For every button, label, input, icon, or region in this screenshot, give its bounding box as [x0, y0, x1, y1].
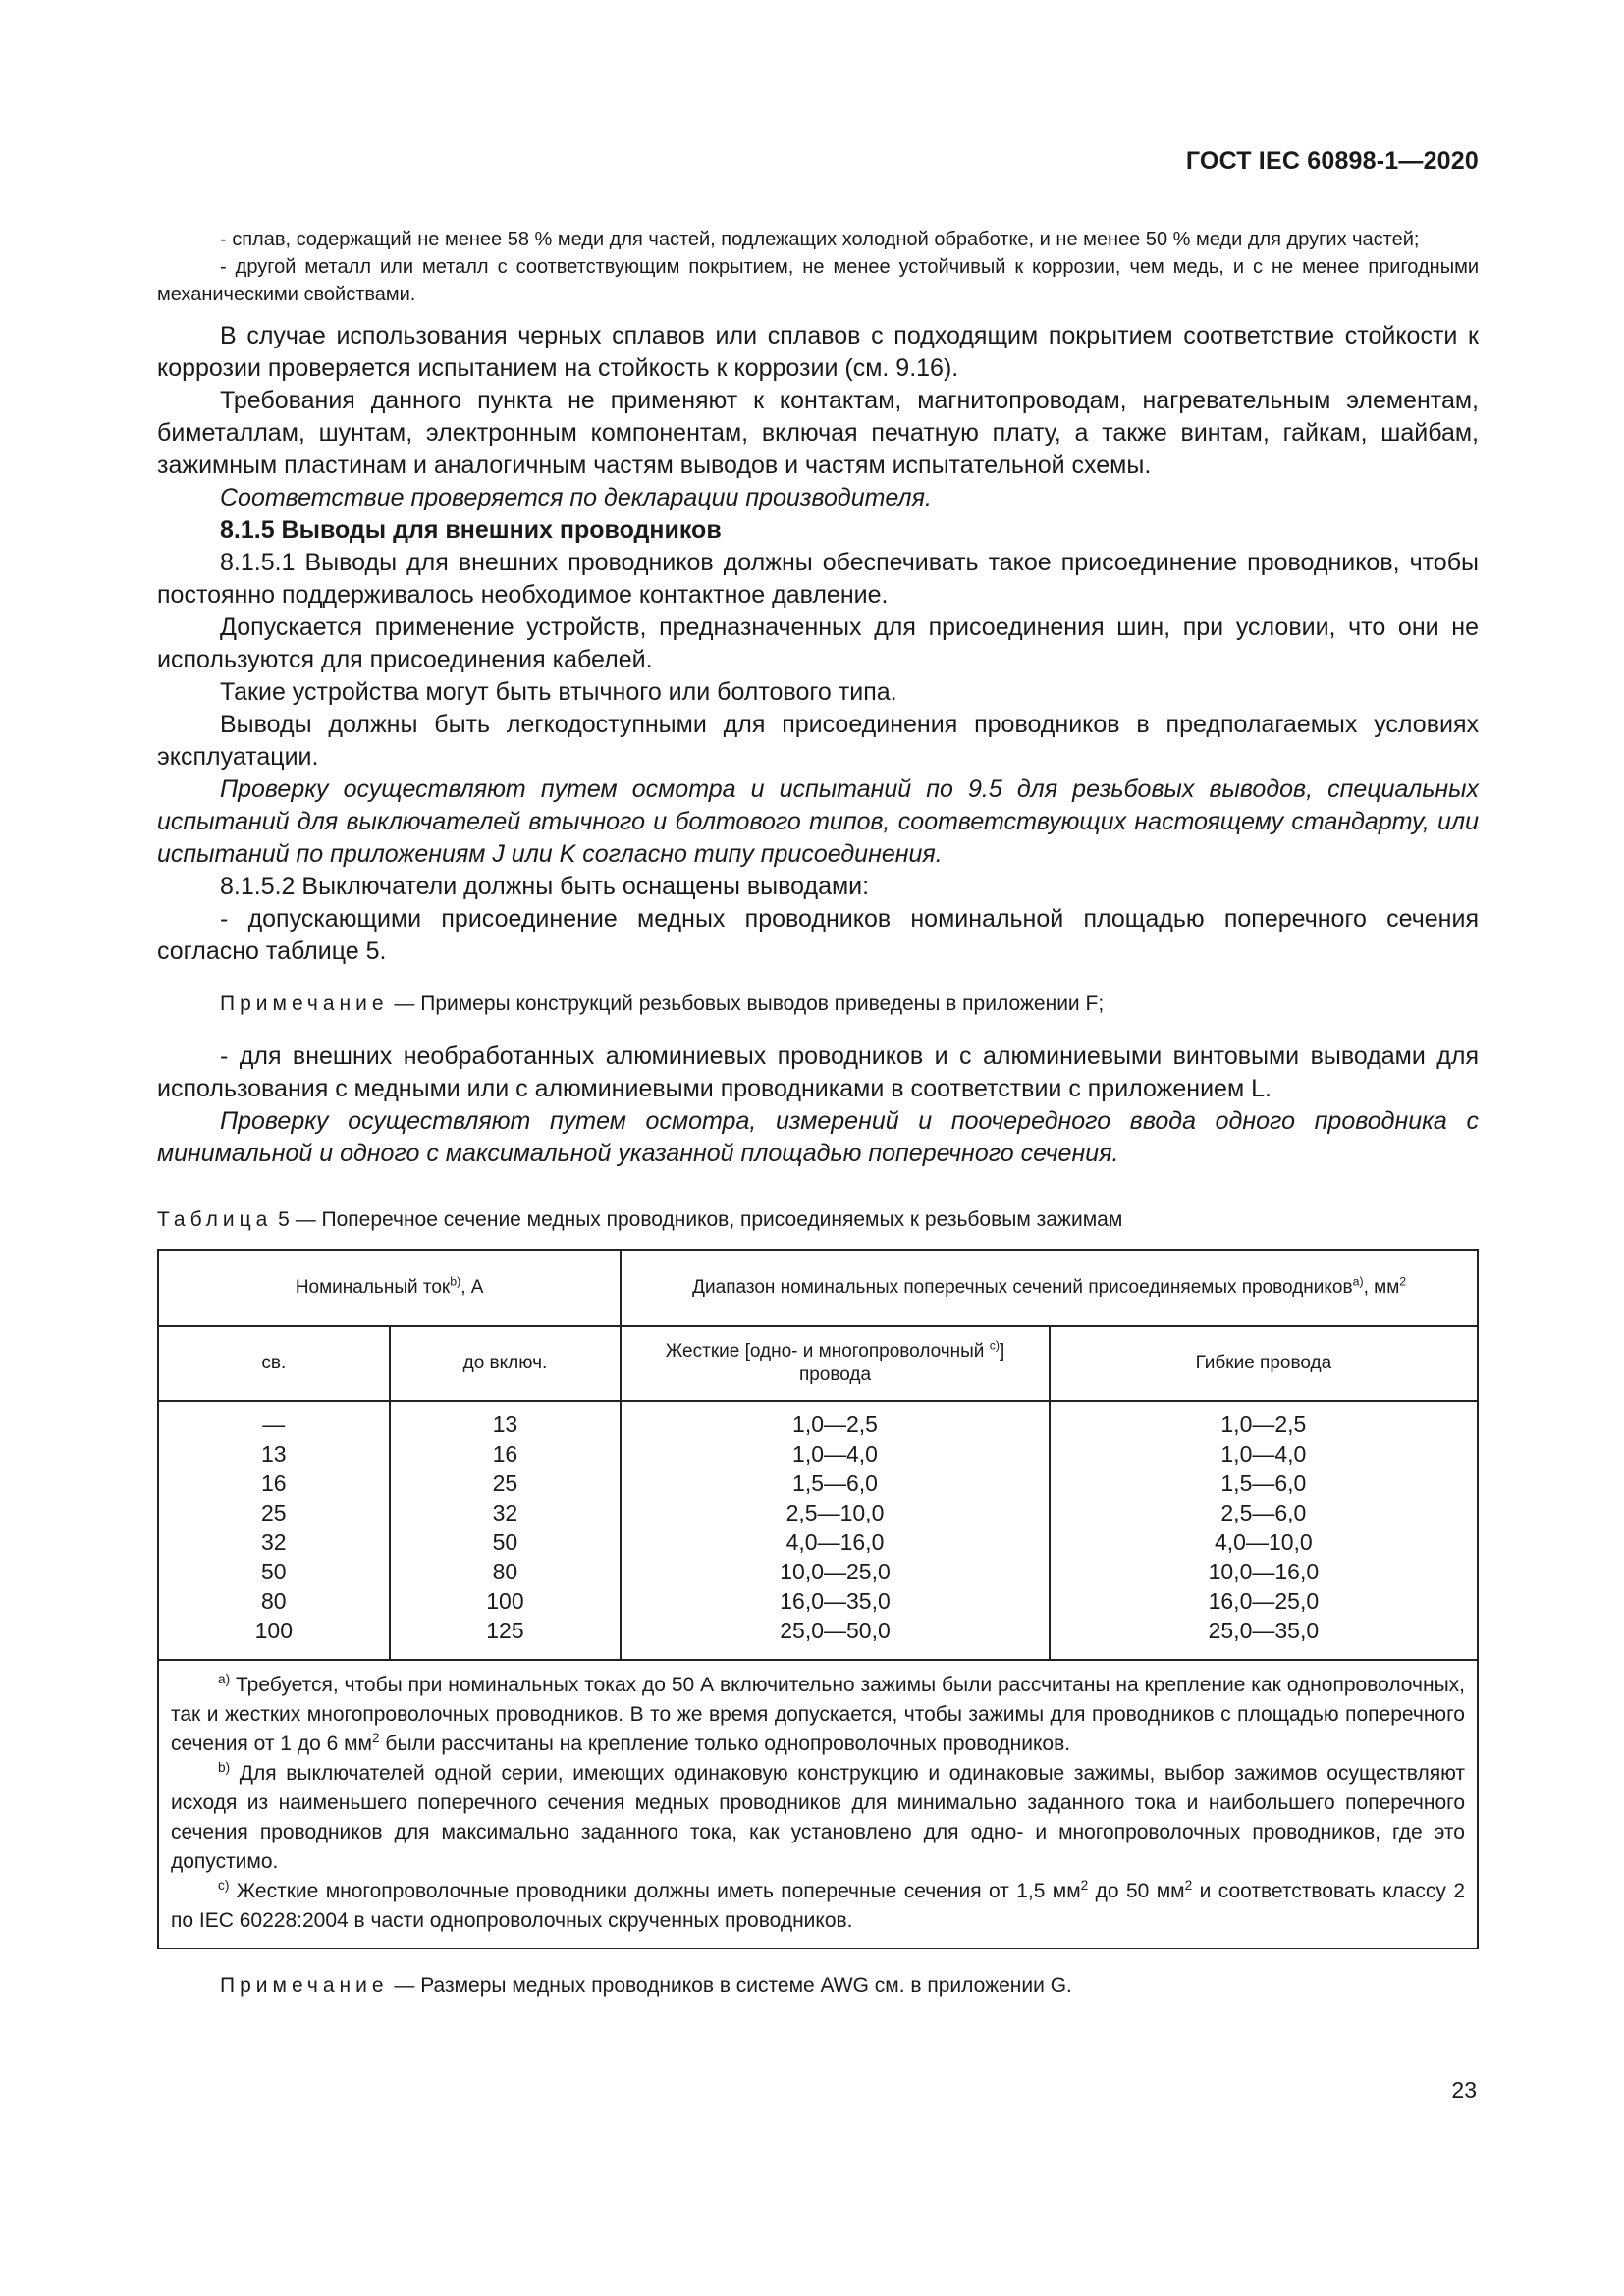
table-cell: — [262, 1412, 286, 1437]
table-cell: 1,5—6,0 [1220, 1470, 1307, 1496]
table-cell: 13 [492, 1412, 518, 1437]
table-cell: 100 [486, 1588, 524, 1614]
table-footnotes [158, 1660, 1478, 1949]
table-cell: 32 [492, 1500, 518, 1525]
header-flexible: Гибкие провода [1050, 1326, 1478, 1401]
footnote-a: $^{a)}$ Требуется, чтобы при номинальных токах до 50 А включительно зажимы были рассчитаны на крепление как однопроволочных, так и жестких многопроволочных проводников. В то же время допускается, чтобы зажимы для проводников с площадью поперечного сечения от 1 до 6 $мм^2$ были рассчитаны на крепление только однопроволочных проводников. [171, 1672, 1465, 1755]
paragraph: Выводы должны быть легкодоступными для присоединения проводников в предполагаемых условиях эксплуатации. [157, 711, 1479, 771]
table-cell: 80 [492, 1559, 518, 1584]
table-cell: 16 [261, 1470, 287, 1496]
table-cell: 50 [492, 1529, 518, 1555]
verification-note: Проверку осуществляют путем осмотра, измерений и поочередного ввода одного проводника с минимальной и одного с максимальной указанной площадью поперечного сечения. [157, 1107, 1479, 1167]
intro-item-2: - другой металл или металл с соответствующим покрытием, не менее устойчивый к коррозии, чем медь, и с не менее пригодными механическими свойствами. [157, 256, 1479, 305]
column-flexible [1050, 1401, 1478, 1660]
footnote-c: $^{c)}$ Жесткие многопроволочные проводники должны иметь поперечные сечения от 1,5 $мм^2$ до 50 $мм^2$ и соответствовать классу 2 по IEC 60228:2004 в части однопроволочных скрученных проводников. [171, 1878, 1466, 1932]
table-cell: 16,0—25,0 [1208, 1588, 1320, 1614]
note-text: — Размеры медных проводников в системе AWG см. в приложении G. [388, 1974, 1072, 1997]
paragraph: 8.1.5.2 Выключатели должны быть оснащены выводами: [220, 873, 870, 900]
footnote-b: $^{b)}$ Для выключателей одной серии, имеющих одинаковую конструкцию и одинаковые зажимы, выбор зажимов осуществляют исходя из наименьшего поперечного сечения медных проводников для минимально заданного тока и наибольшего поперечного сечения проводников для максимально заданного тока, как установлено для одно- и многопроволочных проводников, где это допустимо. [171, 1760, 1465, 1873]
note-label: Примечание [220, 992, 389, 1015]
note-label: Примечание [220, 1974, 389, 1997]
header-up-to-incl: до включ. [390, 1326, 622, 1401]
paragraph: - допускающими присоединение медных проводников номинальной площадью поперечного сечения согласно таблице 5. [157, 905, 1479, 965]
table-cell: 13 [261, 1441, 287, 1467]
column-over [158, 1401, 390, 1660]
note-2 [157, 1971, 1479, 2001]
verification-note: Проверку осуществляют путем осмотра и испытаний по 9.5 для резьбовых выводов, специальных испытаний для выключателей втычного и болтового типов, соответствующих настоящему стандарту, или испытаний по приложениям J или K согласно типу присоединения. [157, 775, 1479, 868]
note-1 [157, 989, 1479, 1019]
table-cell: 4,0—10,0 [1214, 1529, 1313, 1555]
table-cell: 32 [261, 1529, 287, 1555]
section-heading: 8.1.5 Выводы для внешних проводников [220, 516, 722, 544]
header-over: св. [158, 1326, 390, 1401]
table-cell: 80 [261, 1588, 287, 1614]
table-cell: 25 [261, 1500, 287, 1525]
table-cell: 4,0—16,0 [785, 1529, 885, 1555]
table-cell: 100 [254, 1618, 293, 1643]
table-caption [157, 1205, 1479, 1235]
paragraph: - для внешних необработанных алюминиевых проводников и с алюминиевыми винтовыми выводами для использования с медными или с алюминиевыми проводниками в соответствии с приложением L. [157, 1042, 1479, 1102]
table-cell: 1,0—2,5 [1220, 1412, 1307, 1437]
column-rigid [621, 1401, 1049, 1660]
paragraph: 8.1.5.1 Выводы для внешних проводников должны обеспечивать такое присоединение проводников, чтобы постоянно поддерживалось необходимое контактное давление. [157, 549, 1479, 609]
paragraph: Такие устройства могут быть втычного или болтового типа. [220, 678, 897, 706]
table-cell: 10,0—16,0 [1208, 1559, 1320, 1584]
table-cell: 16 [492, 1441, 518, 1467]
table-cell: 1,0—4,0 [1220, 1441, 1307, 1467]
conductor-table [157, 1249, 1479, 1949]
standard-header: ГОСТ IEC 60898-1—2020 [1185, 147, 1479, 175]
column-up-to [390, 1401, 622, 1660]
table-cell: 2,5—10,0 [785, 1500, 885, 1525]
table-cell: 1,0—2,5 [792, 1412, 878, 1437]
table-cell: 10,0—25,0 [780, 1559, 891, 1584]
header-cross-section-range: Диапазон номинальных поперечных сечений присоединяемых проводников$^{a)}$, $мм^2$ [621, 1250, 1478, 1326]
note-text: — Примеры конструкций резьбовых выводов приведены в приложении F; [388, 992, 1105, 1015]
table-cell: 25,0—50,0 [780, 1618, 891, 1643]
table-cell: 1,0—4,0 [792, 1441, 878, 1467]
table-cell: 125 [486, 1618, 524, 1643]
page-body [157, 226, 1479, 2001]
table-cell: 50 [261, 1559, 287, 1584]
header-rated-current: Номинальный ток$^{b)}$, А [158, 1250, 621, 1326]
table-cell: 25,0—35,0 [1208, 1618, 1320, 1643]
paragraph: Допускается применение устройств, предназначенных для присоединения шин, при условии, что они не используются для присоединения кабелей. [157, 614, 1479, 673]
table-caption-text: 5 — Поперечное сечение медных проводников, присоединяемых к резьбовым зажимам [272, 1208, 1123, 1231]
table-caption-label: Таблица [157, 1208, 273, 1231]
paragraph: Требования данного пункта не применяют к контактам, магнитопроводам, нагревательным элементам, биметаллам, шунтам, электронным компонентам, включая печатную плату, а также винтам, гайкам, шайбам, зажимным пластинам и аналогичным частям выводов и частям испытательной схемы. [157, 387, 1479, 479]
table-cell: 25 [492, 1470, 518, 1496]
paragraph: В случае использования черных сплавов или сплавов с подходящим покрытием соответствие стойкости к коррозии проверяется испытанием на стойкость к коррозии (см. 9.16). [157, 322, 1479, 382]
intro-item-1: - сплав, содержащий не менее 58 % меди для частей, подлежащих холодной обработке, и не менее 50 % меди для других частей; [220, 229, 1420, 250]
page-number: 23 [1451, 2077, 1477, 2103]
table-cell: 16,0—35,0 [780, 1588, 891, 1614]
compliance-note: Соответствие проверяется по декларации производителя. [220, 484, 932, 511]
table-cell: 2,5—6,0 [1220, 1500, 1307, 1525]
header-rigid: Жесткие [одно- и многопроволочный $^{c)}$] провода [621, 1326, 1049, 1401]
table-cell: 1,5—6,0 [792, 1470, 878, 1496]
